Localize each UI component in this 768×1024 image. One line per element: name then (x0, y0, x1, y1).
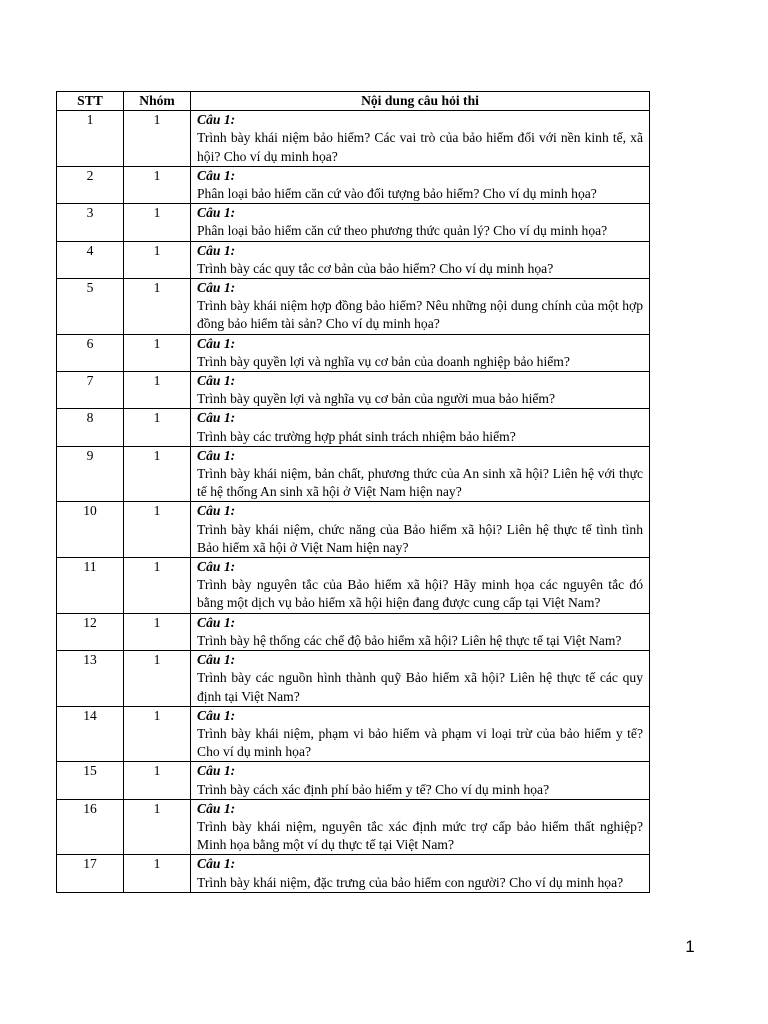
table-row (57, 204, 650, 241)
cell-question (191, 613, 650, 650)
cell-question (191, 446, 650, 502)
table-row (57, 762, 650, 799)
question-text: Trình bày quyền lợi và nghĩa vụ cơ bản của người mua bảo hiểm? (197, 391, 556, 407)
cell-stt: 15 (57, 762, 124, 799)
header-stt: STT (57, 92, 124, 111)
question-text: Trình bày cách xác định phí bảo hiểm y tế? Cho ví dụ minh họa? (197, 781, 550, 797)
cell-nhom: 1 (124, 706, 191, 762)
cell-nhom: 1 (124, 241, 191, 278)
cell-stt: 11 (57, 558, 124, 614)
cell-question (191, 334, 650, 371)
cell-question (191, 762, 650, 799)
question-label: Câu 1: (197, 614, 236, 630)
table-row (57, 651, 650, 707)
question-label: Câu 1: (197, 707, 236, 723)
cell-nhom: 1 (124, 446, 191, 502)
question-text: Trình bày các quy tắc cơ bản của bảo hiểm? Cho ví dụ minh họa? (197, 260, 554, 276)
cell-nhom: 1 (124, 613, 191, 650)
table-row (57, 279, 650, 335)
cell-nhom: 1 (124, 334, 191, 371)
table-row (57, 446, 650, 502)
question-text: Trình bày khái niệm hợp đồng bảo hiểm? Nêu những nội dung chính của một hợp đồng bảo hiểm tài sản? Cho ví dụ minh họa? (197, 298, 643, 332)
question-label: Câu 1: (197, 447, 236, 463)
table-row (57, 613, 650, 650)
cell-stt: 3 (57, 204, 124, 241)
cell-question (191, 111, 650, 167)
cell-nhom: 1 (124, 409, 191, 446)
cell-stt: 13 (57, 651, 124, 707)
question-label: Câu 1: (197, 205, 236, 221)
question-label: Câu 1: (197, 373, 236, 389)
table-header-row (57, 92, 650, 111)
exam-questions-table (56, 91, 650, 893)
question-text: Trình bày khái niệm, bản chất, phương thức của An sinh xã hội? Liên hệ với thực tế hệ thống An sinh xã hội ở Việt Nam hiện nay? (197, 466, 643, 500)
question-label: Câu 1: (197, 559, 236, 575)
question-text: Trình bày khái niệm, đặc trưng của bảo hiểm con người? Cho ví dụ minh họa? (197, 874, 624, 890)
question-text: Trình bày khái niệm bảo hiểm? Các vai trò của bảo hiểm đối với nền kinh tế, xã hội? Cho ví dụ minh họa? (197, 130, 643, 164)
cell-question (191, 166, 650, 203)
cell-nhom: 1 (124, 372, 191, 409)
cell-nhom: 1 (124, 855, 191, 892)
cell-question (191, 799, 650, 855)
question-text: Trình bày hệ thống các chế độ bảo hiểm xã hội? Liên hệ thực tế tại Việt Nam? (197, 632, 622, 648)
header-content: Nội dung câu hỏi thi (191, 92, 650, 111)
cell-question (191, 241, 650, 278)
cell-stt: 5 (57, 279, 124, 335)
cell-stt: 10 (57, 502, 124, 558)
cell-stt: 17 (57, 855, 124, 892)
cell-stt: 8 (57, 409, 124, 446)
header-nhom: Nhóm (124, 92, 191, 111)
cell-nhom: 1 (124, 166, 191, 203)
table-row (57, 111, 650, 167)
cell-stt: 4 (57, 241, 124, 278)
question-label: Câu 1: (197, 503, 236, 519)
question-text: Trình bày các nguồn hình thành quỹ Bảo hiểm xã hội? Liên hệ thực tế các quy định tại Việt Nam? (197, 670, 643, 704)
question-text: Trình bày khái niệm, nguyên tắc xác định mức trợ cấp bảo hiểm thất nghiệp? Minh họa bằng một ví dụ thực tế tại Việt Nam? (197, 818, 643, 853)
question-label: Câu 1: (197, 410, 236, 426)
table-body (57, 111, 650, 893)
cell-question (191, 651, 650, 707)
cell-nhom: 1 (124, 762, 191, 799)
cell-stt: 1 (57, 111, 124, 167)
cell-stt: 9 (57, 446, 124, 502)
table-row (57, 706, 650, 762)
cell-question (191, 204, 650, 241)
table-row (57, 334, 650, 371)
cell-stt: 6 (57, 334, 124, 371)
cell-nhom: 1 (124, 279, 191, 335)
question-label: Câu 1: (197, 652, 236, 668)
question-label: Câu 1: (197, 167, 236, 183)
cell-question (191, 409, 650, 446)
table-row (57, 558, 650, 614)
cell-question (191, 372, 650, 409)
cell-nhom: 1 (124, 502, 191, 558)
question-label: Câu 1: (197, 335, 236, 351)
table-row (57, 166, 650, 203)
cell-stt: 14 (57, 706, 124, 762)
question-label: Câu 1: (197, 800, 236, 816)
cell-stt: 2 (57, 166, 124, 203)
question-text: Trình bày nguyên tắc của Bảo hiểm xã hội? Hãy minh họa các nguyên tắc đó bằng một dịch vụ bảo hiểm xã hội hiện đang được cung cấp tại Việt Nam? (197, 577, 643, 611)
question-text: Trình bày khái niệm, phạm vi bảo hiểm và phạm vi loại trừ của bảo hiểm y tế? Cho ví dụ minh họa? (197, 725, 643, 760)
question-label: Câu 1: (197, 763, 236, 779)
table-row (57, 241, 650, 278)
cell-stt: 7 (57, 372, 124, 409)
page-number: 1 (685, 937, 695, 956)
table-row (57, 409, 650, 446)
question-label: Câu 1: (197, 112, 236, 128)
cell-nhom: 1 (124, 651, 191, 707)
question-text: Trình bày các trường hợp phát sinh trách nhiệm bảo hiểm? (197, 428, 516, 444)
table-row (57, 855, 650, 892)
cell-stt: 12 (57, 613, 124, 650)
cell-question (191, 706, 650, 762)
cell-nhom: 1 (124, 799, 191, 855)
question-text: Phân loại bảo hiểm căn cứ vào đối tượng bảo hiểm? Cho ví dụ minh họa? (197, 186, 597, 202)
cell-question (191, 502, 650, 558)
cell-nhom: 1 (124, 111, 191, 167)
question-label: Câu 1: (197, 280, 236, 296)
cell-nhom: 1 (124, 558, 191, 614)
cell-nhom: 1 (124, 204, 191, 241)
table-row (57, 502, 650, 558)
question-text: Trình bày quyền lợi và nghĩa vụ cơ bản của doanh nghiệp bảo hiểm? (197, 353, 570, 369)
cell-stt: 16 (57, 799, 124, 855)
cell-question (191, 558, 650, 614)
question-label: Câu 1: (197, 242, 236, 258)
question-label: Câu 1: (197, 856, 236, 872)
question-text: Phân loại bảo hiểm căn cứ theo phương thức quản lý? Cho ví dụ minh họa? (197, 223, 608, 239)
cell-question (191, 279, 650, 335)
cell-question (191, 855, 650, 892)
table-row (57, 372, 650, 409)
table-row (57, 799, 650, 855)
question-text: Trình bày khái niệm, chức năng của Bảo hiểm xã hội? Liên hệ thực tế tình tình Bảo hiểm xã hội ở Việt Nam hiện nay? (197, 521, 643, 555)
